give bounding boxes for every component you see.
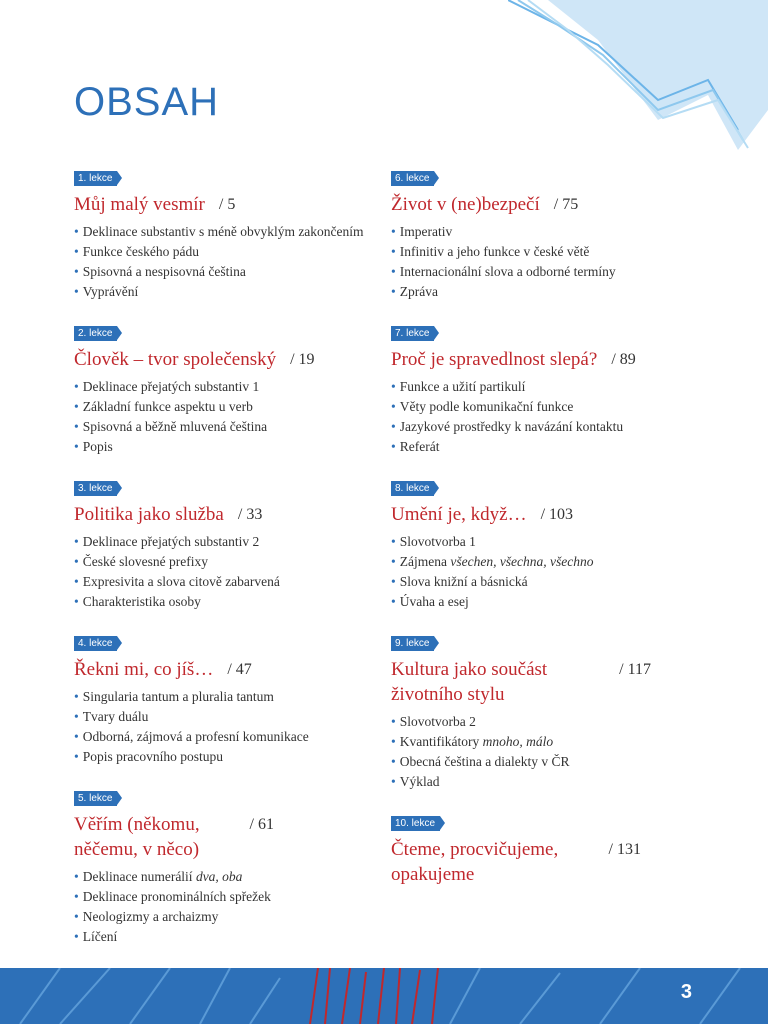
lesson-tag: 10. lekce	[391, 816, 440, 831]
lesson-page: / 47	[227, 661, 252, 678]
lesson-1[interactable]	[74, 168, 414, 302]
list-item: • Neologizmy a archaizmy	[74, 909, 219, 924]
lesson-8[interactable]	[391, 478, 731, 612]
lesson-tag: 2. lekce	[74, 326, 117, 341]
page-title: OBSAH	[74, 80, 220, 124]
list-item: • Spisovná a nespisovná čeština	[74, 264, 246, 279]
list-item: • Charakteristika osoby	[74, 594, 201, 609]
list-item: • Internacionální slova a odborné termíny	[391, 264, 616, 279]
list-item: • Slovotvorba 1	[391, 534, 476, 549]
toc-right-column	[391, 168, 731, 908]
lesson-title: Život v (ne)bezpečí	[391, 194, 540, 215]
list-item: • Kvantifikátory mnoho, málo	[391, 734, 554, 749]
list-item: • České slovesné prefixy	[74, 554, 208, 569]
lesson-page: / 89	[611, 351, 636, 368]
list-item: • Spisovná a běžně mluvená čeština	[74, 419, 268, 434]
lesson-title: Umění je, když…	[391, 504, 527, 525]
lesson-page: / 75	[553, 196, 579, 213]
list-item: • Imperativ	[391, 224, 453, 239]
toc-left-column	[74, 168, 414, 968]
lesson-page: / 117	[619, 661, 651, 678]
list-item: • Výklad	[391, 774, 440, 789]
lesson-tag: 5. lekce	[74, 791, 117, 806]
list-item: • Obecná čeština a dialekty v ČR	[391, 754, 570, 769]
list-item: • Popis	[74, 439, 113, 454]
lesson-9[interactable]	[391, 633, 731, 792]
list-item: • Jazykové prostředky k navázání kontaktu	[391, 419, 624, 434]
lesson-tag: 6. lekce	[391, 171, 434, 186]
list-item: • Deklinace substantiv s méně obvyklým zakončením	[74, 224, 364, 239]
list-item: • Popis pracovního postupu	[74, 749, 223, 764]
lesson-10[interactable]	[391, 813, 731, 887]
list-item: • Vyprávění	[74, 284, 139, 299]
list-item: • Základní funkce aspektu u verb	[74, 399, 253, 414]
footer-pattern	[0, 968, 768, 1024]
list-item: • Deklinace pronominálních spřežek	[74, 889, 271, 904]
lesson-7[interactable]	[391, 323, 731, 457]
list-item: • Expresivita a slova citově zabarvená	[74, 574, 280, 589]
list-item: • Deklinace přejatých substantiv 1	[74, 379, 260, 394]
list-item: • Slova knižní a básnická	[391, 574, 528, 589]
list-item: • Infinitiv a jeho funkce v české větě	[391, 244, 590, 259]
lesson-6[interactable]	[391, 168, 731, 302]
lesson-page: / 131	[608, 841, 641, 858]
lesson-page: / 19	[290, 351, 315, 368]
lesson-tag: 3. lekce	[74, 481, 117, 496]
lesson-tag: 1. lekce	[74, 171, 117, 186]
lesson-title: Politika jako služba	[74, 504, 224, 525]
list-item: • Zpráva	[391, 284, 438, 299]
corner-decoration	[508, 0, 768, 150]
lesson-page: / 61	[249, 816, 274, 833]
lesson-tag: 8. lekce	[391, 481, 434, 496]
list-item: • Tvary duálu	[74, 709, 149, 724]
lesson-5[interactable]	[74, 788, 414, 947]
lesson-4[interactable]	[74, 633, 414, 767]
lesson-page: / 33	[237, 506, 263, 523]
lesson-title: Proč je spravedlnost slepá?	[391, 349, 598, 370]
list-item: • Referát	[391, 439, 440, 454]
list-item: • Odborná, zájmová a profesní komunikace	[74, 729, 309, 744]
list-item: • Slovotvorba 2	[391, 714, 476, 729]
list-item: • Deklinace numerálií dva, oba	[74, 869, 243, 884]
lesson-page: / 103	[540, 506, 574, 523]
page-number: 3	[680, 981, 692, 1003]
lesson-3[interactable]	[74, 478, 414, 612]
list-item: • Funkce a užití partikulí	[391, 379, 526, 394]
lesson-title: Člověk – tvor společenský	[74, 349, 277, 370]
lesson-tag: 7. lekce	[391, 326, 434, 341]
lesson-tag: 9. lekce	[391, 636, 434, 651]
lesson-page: / 5	[218, 196, 236, 213]
footer-band	[0, 968, 768, 1024]
list-item: • Líčení	[74, 929, 118, 944]
lesson-2[interactable]	[74, 323, 414, 457]
lesson-title: Můj malý vesmír	[74, 194, 205, 215]
lesson-title: Řekni mi, co jíš…	[74, 659, 214, 680]
list-item: • Věty podle komunikační funkce	[391, 399, 574, 414]
lesson-title: Čteme, procvičujeme, opakujeme	[391, 839, 559, 885]
lesson-title: Kultura jako součást životního stylu	[391, 659, 548, 705]
list-item: • Singularia tantum a pluralia tantum	[74, 689, 274, 704]
list-item: • Zájmena všechen, všechna, všechno	[391, 554, 594, 569]
lesson-tag: 4. lekce	[74, 636, 117, 651]
list-item: • Úvaha a esej	[391, 594, 469, 609]
list-item: • Deklinace přejatých substantiv 2	[74, 534, 260, 549]
list-item: • Funkce českého pádu	[74, 244, 199, 259]
lesson-title: Věřím (někomu, něčemu, v něco)	[74, 814, 200, 860]
